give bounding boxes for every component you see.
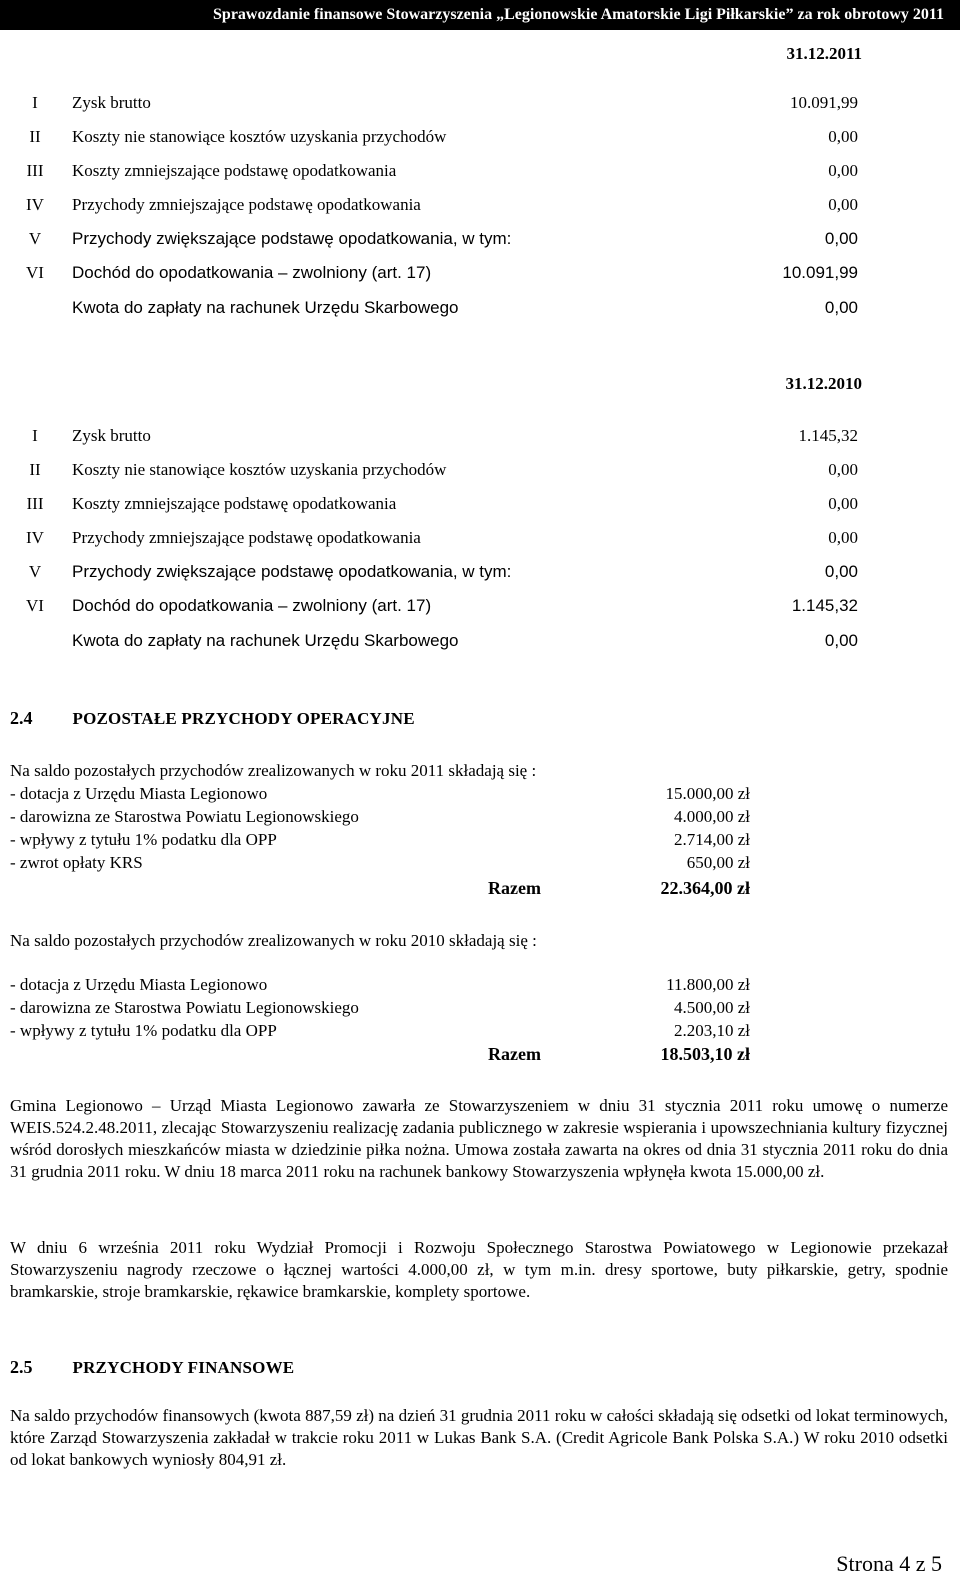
total-2011 <box>10 878 750 904</box>
row-label: Przychody zwiększające podstawę opodatkowania, w tym: <box>72 562 512 581</box>
table-row <box>0 195 960 221</box>
item-label: - zwrot opłaty KRS <box>10 853 143 872</box>
row-label: Zysk brutto <box>72 93 151 112</box>
paragraph-prizes: W dniu 6 września 2011 roku Wydział Promocji i Rozwoju Społecznego Starostwa Powiatowego w Legionowie przekazał Stowarzyszeniu nagrody rzeczowe o łącznej wartości 4.000,00 zł, w tym m.in. dresy sportowe, buty piłkarskie, getry, spodnie bramkarskie, stroje bramkarskie, rękawice bramkarskie, komplety sportowe. <box>10 1238 948 1301</box>
row-value: 0,00 <box>824 229 858 248</box>
section-title: POZOSTAŁE PRZYCHODY OPERACYJNE <box>72 709 415 728</box>
table-row <box>0 528 960 554</box>
row-value: 10.091,99 <box>782 263 858 282</box>
item-value: 11.800,00 zł <box>666 975 750 994</box>
section-2-4-heading <box>10 708 415 729</box>
item-value: 15.000,00 zł <box>665 784 750 803</box>
paragraph-grant: Gmina Legionowo – Urząd Miasta Legionowo zawarła ze Stowarzyszeniem w dniu 31 stycznia 2011 roku umowę o numerze WEIS.524.2.48.2011, zlecając Stowarzyszeniu realizację zadania publicznego w zakresie wspierania i upowszechniania kultury fizycznej wśród dorosłych mieszkańców miasta w dziedzinie piłka nożna. Umowa została zawarta na okres od dnia 31 stycznia 2011 roku do dnia 31 grudnia 2011 roku. W dniu 18 marca 2011 roku na rachunek bankowy Stowarzyszenia wpłynęła kwota 15.000,00 zł. <box>10 1096 948 1181</box>
item-label: - dotacja z Urzędu Miasta Legionowo <box>10 975 268 994</box>
item-value: 2.203,10 zł <box>673 1021 750 1040</box>
table-row <box>0 494 960 520</box>
section-title: PRZYCHODY FINANSOWE <box>72 1358 295 1377</box>
row-label: Przychody zwiększające podstawę opodatkowania, w tym: <box>72 229 512 248</box>
table-row <box>0 93 960 119</box>
row-label: Koszty nie stanowiące kosztów uzyskania przychodów <box>72 460 447 479</box>
table-row <box>0 161 960 187</box>
total-label: Razem <box>488 878 541 898</box>
item-value: 650,00 zł <box>686 853 750 872</box>
page-separator: z <box>915 1551 926 1576</box>
row-value: 1.145,32 <box>791 596 858 615</box>
table-row <box>0 596 960 622</box>
row-number: III <box>26 161 44 180</box>
list-item <box>10 807 750 830</box>
total-value: 18.503,10 zł <box>660 1044 750 1064</box>
row-value: 0,00 <box>824 562 858 581</box>
income-list-2011 <box>10 784 750 876</box>
page-prefix: Strona <box>836 1551 894 1576</box>
paragraph-financial: Na saldo przychodów finansowych (kwota 887,59 zł) na dzień 31 grudnia 2011 roku w całości składają się odsetki od lokat terminowych, które Zarząd Stowarzyszenia zakładał w trakcie roku 2011 w Lukas Bank S.A. (Credit Agricole Bank Polska S.A.) W roku 2010 odsetki od lokat bankowych wyniosły 804,91 zł. <box>10 1406 948 1469</box>
row-label: Dochód do opodatkowania – zwolniony (art. 17) <box>72 596 432 615</box>
row-value: 1.145,32 <box>798 426 858 445</box>
row-label: Dochód do opodatkowania – zwolniony (art. 17) <box>72 263 432 282</box>
row-value: 0,00 <box>828 195 858 214</box>
table-row <box>0 298 960 324</box>
list-item <box>10 830 750 853</box>
row-label: Zysk brutto <box>72 426 151 445</box>
item-value: 4.500,00 zł <box>673 998 750 1017</box>
row-value: 10.091,99 <box>790 93 858 112</box>
row-number: V <box>28 229 42 248</box>
row-label: Przychody zmniejszające podstawę opodatkowania <box>72 528 421 547</box>
table-row <box>0 263 960 289</box>
date-2010: 31.12.2010 <box>785 374 862 393</box>
document-header: Sprawozdanie finansowe Stowarzyszenia „Legionowskie Amatorskie Ligi Piłkarskie” za rok obrotowy 2011 <box>0 0 960 30</box>
table-row <box>0 426 960 452</box>
table-row <box>0 562 960 588</box>
total-2010 <box>10 1044 750 1070</box>
row-value: 0,00 <box>824 298 858 317</box>
row-value: 0,00 <box>824 631 858 650</box>
row-label: Koszty zmniejszające podstawę opodatkowania <box>72 161 397 180</box>
total-label: Razem <box>488 1044 541 1064</box>
row-number: I <box>32 426 38 445</box>
item-label: - darowizna ze Starostwa Powiatu Legionowskiego <box>10 807 359 826</box>
row-number: III <box>26 494 44 513</box>
income-list-2010 <box>10 975 750 1044</box>
list-item <box>10 784 750 807</box>
intro-2010: Na saldo pozostałych przychodów zrealizowanych w roku 2010 składają się : <box>10 931 537 950</box>
list-item <box>10 975 750 998</box>
row-number: IV <box>26 528 44 547</box>
date-2011: 31.12.2011 <box>786 44 862 63</box>
section-2-5-heading <box>10 1357 294 1378</box>
intro-2011: Na saldo pozostałych przychodów zrealizowanych w roku 2011 składają się : <box>10 761 537 780</box>
row-label: Kwota do zapłaty na rachunek Urzędu Skarbowego <box>72 298 459 317</box>
table-row <box>0 460 960 486</box>
row-number: VI <box>26 263 44 282</box>
row-value: 0,00 <box>828 161 858 180</box>
row-number: V <box>28 562 42 581</box>
page-current: 4 <box>899 1551 911 1576</box>
row-label: Kwota do zapłaty na rachunek Urzędu Skarbowego <box>72 631 459 650</box>
row-label: Koszty nie stanowiące kosztów uzyskania przychodów <box>72 127 447 146</box>
total-value: 22.364,00 zł <box>660 878 750 898</box>
table-row <box>0 229 960 255</box>
row-value: 0,00 <box>828 460 858 479</box>
row-number: IV <box>26 195 44 214</box>
section-number: 2.4 <box>10 708 33 728</box>
item-label: - darowizna ze Starostwa Powiatu Legionowskiego <box>10 998 359 1017</box>
row-value: 0,00 <box>828 494 858 513</box>
row-number: VI <box>26 596 44 615</box>
row-number: II <box>29 460 41 479</box>
row-value: 0,00 <box>828 528 858 547</box>
item-label: - wpływy z tytułu 1% podatku dla OPP <box>10 1021 277 1040</box>
section-number: 2.5 <box>10 1357 33 1377</box>
row-label: Przychody zmniejszające podstawę opodatkowania <box>72 195 421 214</box>
item-value: 2.714,00 zł <box>673 830 750 849</box>
page-total: 5 <box>931 1551 942 1576</box>
list-item <box>10 1021 750 1044</box>
row-number: I <box>32 93 38 112</box>
list-item <box>10 853 750 876</box>
row-label: Koszty zmniejszające podstawę opodatkowania <box>72 494 397 513</box>
item-label: - dotacja z Urzędu Miasta Legionowo <box>10 784 268 803</box>
table-row <box>0 631 960 657</box>
row-number: II <box>29 127 41 146</box>
row-value: 0,00 <box>828 127 858 146</box>
item-label: - wpływy z tytułu 1% podatku dla OPP <box>10 830 277 849</box>
table-row <box>0 127 960 153</box>
page-number <box>836 1551 942 1577</box>
item-value: 4.000,00 zł <box>673 807 750 826</box>
list-item <box>10 998 750 1021</box>
